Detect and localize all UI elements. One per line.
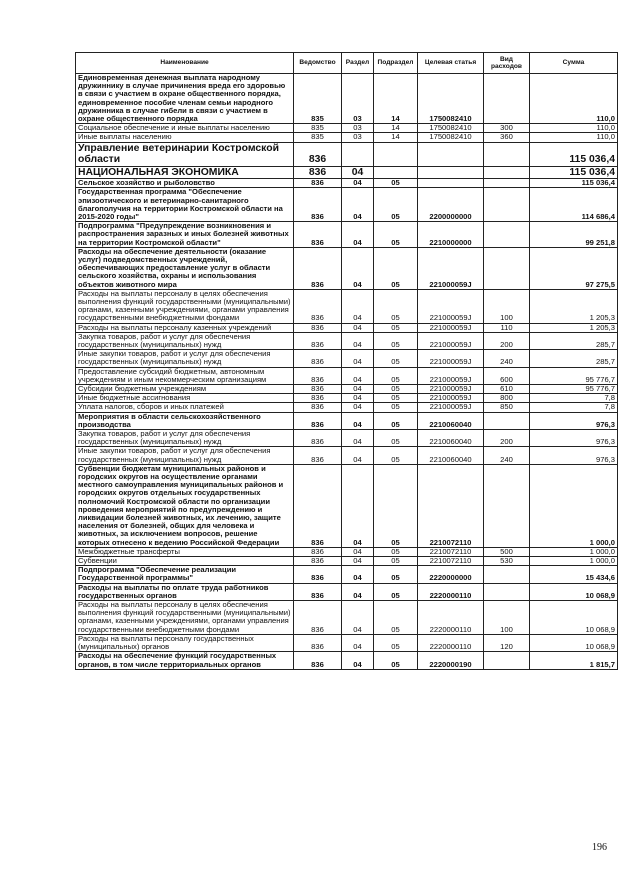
table-row xyxy=(76,430,618,447)
row-vid-rashodov xyxy=(484,74,530,124)
row-name: Иные закупки товаров, работ и услуг для обеспечения государственных (муниципальных) нужд xyxy=(76,447,294,464)
row-celevaya-statya: 2210000000 xyxy=(418,222,484,248)
row-summa: 115 036,4 xyxy=(530,166,618,179)
row-podrazdel: 05 xyxy=(374,447,418,464)
row-vedomstvo: 836 xyxy=(294,179,342,188)
row-celevaya-statya: 2220000110 xyxy=(418,601,484,635)
row-vid-rashodov: 100 xyxy=(484,601,530,635)
row-name: Предоставление субсидий бюджетным, автономным учреждениям и иным некоммерческим организациям xyxy=(76,367,294,384)
row-razdel: 04 xyxy=(342,583,374,600)
row-vid-rashodov xyxy=(484,412,530,429)
row-celevaya-statya: 2220000190 xyxy=(418,652,484,669)
row-podrazdel: 05 xyxy=(374,403,418,412)
row-vid-rashodov: 360 xyxy=(484,133,530,142)
row-podrazdel: 05 xyxy=(374,430,418,447)
row-razdel: 04 xyxy=(342,547,374,556)
row-vid-rashodov: 120 xyxy=(484,634,530,651)
row-summa: 1 000,0 xyxy=(530,557,618,566)
row-celevaya-statya: 2210072110 xyxy=(418,464,484,547)
row-vid-rashodov xyxy=(484,652,530,669)
table-row xyxy=(76,247,618,289)
row-razdel: 04 xyxy=(342,652,374,669)
row-summa: 114 686,4 xyxy=(530,188,618,222)
header-podrazdel: Подраздел xyxy=(374,53,418,74)
table-row xyxy=(76,583,618,600)
row-summa: 285,7 xyxy=(530,350,618,367)
row-name: Государственная программа "Обеспечение эпизоотического и ветеринарно-санитарного благополучия на территории Костромской области на 2015-2020 годы" xyxy=(76,188,294,222)
row-vid-rashodov: 530 xyxy=(484,557,530,566)
row-celevaya-statya: 221000059J xyxy=(418,332,484,349)
row-vedomstvo: 836 xyxy=(294,566,342,583)
row-vedomstvo: 836 xyxy=(294,634,342,651)
row-vedomstvo: 836 xyxy=(294,464,342,547)
row-podrazdel: 05 xyxy=(374,222,418,248)
row-vedomstvo: 836 xyxy=(294,403,342,412)
row-celevaya-statya: 221000059J xyxy=(418,323,484,332)
row-podrazdel: 05 xyxy=(374,412,418,429)
row-celevaya-statya xyxy=(418,142,484,166)
row-vedomstvo: 836 xyxy=(294,247,342,289)
row-vedomstvo: 836 xyxy=(294,583,342,600)
row-name: Субсидии бюджетным учреждениям xyxy=(76,385,294,394)
row-podrazdel: 05 xyxy=(374,179,418,188)
row-summa: 7,8 xyxy=(530,394,618,403)
table-row xyxy=(76,124,618,133)
row-vid-rashodov xyxy=(484,464,530,547)
row-podrazdel: 05 xyxy=(374,583,418,600)
table-row xyxy=(76,289,618,323)
row-summa: 7,8 xyxy=(530,403,618,412)
row-celevaya-statya: 221000059J xyxy=(418,403,484,412)
row-name: Расходы на выплаты персоналу в целях обеспечения выполнения функций государственными (муниципальными) органами, казенными учреждениями, органами управления государственными внебюджетными фондами xyxy=(76,601,294,635)
table-row xyxy=(76,652,618,669)
row-name: Закупка товаров, работ и услуг для обеспечения государственных (муниципальных) нужд xyxy=(76,332,294,349)
row-vedomstvo: 835 xyxy=(294,124,342,133)
row-celevaya-statya: 1750082410 xyxy=(418,74,484,124)
row-name: Подпрограмма "Обеспечение реализации Государственной программы" xyxy=(76,566,294,583)
row-summa: 115 036,4 xyxy=(530,142,618,166)
row-summa: 1 000,0 xyxy=(530,464,618,547)
row-summa: 99 251,8 xyxy=(530,222,618,248)
table-row xyxy=(76,323,618,332)
row-name: Расходы на выплаты персоналу казенных учреждений xyxy=(76,323,294,332)
row-podrazdel xyxy=(374,166,418,179)
row-vid-rashodov xyxy=(484,188,530,222)
row-celevaya-statya: 221000059J xyxy=(418,394,484,403)
row-summa: 15 434,6 xyxy=(530,566,618,583)
row-vedomstvo: 836 xyxy=(294,289,342,323)
row-name: Субвенции бюджетам муниципальных районов и городских округов на осуществление органами местного самоуправления муниципальных районов и городских округов отдельных государственных полномочий Костромской области по организации проведения мероприятий по предупреждению и ликвидации болезней животных, их лечению, защите населения от болезней, общих для человека и животных, за исключением вопросов, решение которых отнесено к ведению Российской Федерации xyxy=(76,464,294,547)
row-summa: 110,0 xyxy=(530,133,618,142)
row-podrazdel: 05 xyxy=(374,247,418,289)
budget-table-sheet xyxy=(75,52,617,670)
row-name: Уплата налогов, сборов и иных платежей xyxy=(76,403,294,412)
row-summa: 110,0 xyxy=(530,124,618,133)
row-podrazdel: 05 xyxy=(374,557,418,566)
header-vedomstvo: Ведомство xyxy=(294,53,342,74)
row-celevaya-statya: 2210072110 xyxy=(418,557,484,566)
row-summa: 95 776,7 xyxy=(530,385,618,394)
table-row xyxy=(76,464,618,547)
row-vedomstvo: 836 xyxy=(294,601,342,635)
row-name: Иные закупки товаров, работ и услуг для обеспечения государственных (муниципальных) нужд xyxy=(76,350,294,367)
row-name: Управление ветеринарии Костромской области xyxy=(76,142,294,166)
row-podrazdel: 05 xyxy=(374,464,418,547)
row-name: Расходы на обеспечение функций государственных органов, в том числе территориальных органов xyxy=(76,652,294,669)
row-vedomstvo: 835 xyxy=(294,133,342,142)
row-vid-rashodov: 110 xyxy=(484,323,530,332)
row-razdel: 04 xyxy=(342,430,374,447)
row-name: Расходы на обеспечение деятельности (оказание услуг) подведомственных учреждений, обеспечивающих предоставление услуг в области сельского хозяйства, охраны и использования объектов животного мира xyxy=(76,247,294,289)
row-name: Подпрограмма "Предупреждение возникновения и распространения заразных и иных болезней животных на территории Костромской области" xyxy=(76,222,294,248)
row-vedomstvo: 836 xyxy=(294,166,342,179)
row-razdel: 04 xyxy=(342,403,374,412)
row-vedomstvo: 836 xyxy=(294,557,342,566)
row-name: Закупка товаров, работ и услуг для обеспечения государственных (муниципальных) нужд xyxy=(76,430,294,447)
row-vedomstvo: 836 xyxy=(294,447,342,464)
row-razdel: 04 xyxy=(342,557,374,566)
table-row xyxy=(76,133,618,142)
row-razdel: 04 xyxy=(342,601,374,635)
row-name: Расходы на выплаты персоналу государственных (муниципальных) органов xyxy=(76,634,294,651)
header-celevaya-statya: Целевая статья xyxy=(418,53,484,74)
row-razdel: 04 xyxy=(342,447,374,464)
row-podrazdel: 14 xyxy=(374,74,418,124)
row-celevaya-statya: 221000059J xyxy=(418,367,484,384)
row-celevaya-statya: 2210060040 xyxy=(418,447,484,464)
table-row xyxy=(76,403,618,412)
row-summa: 115 036,4 xyxy=(530,179,618,188)
row-celevaya-statya: 2200000000 xyxy=(418,188,484,222)
page-number: 196 xyxy=(592,842,607,853)
table-row xyxy=(76,634,618,651)
row-podrazdel: 05 xyxy=(374,332,418,349)
row-vid-rashodov xyxy=(484,179,530,188)
table-row xyxy=(76,367,618,384)
row-podrazdel: 05 xyxy=(374,547,418,556)
row-vid-rashodov: 100 xyxy=(484,289,530,323)
row-vid-rashodov xyxy=(484,566,530,583)
row-vid-rashodov xyxy=(484,583,530,600)
row-podrazdel: 14 xyxy=(374,133,418,142)
budget-table xyxy=(75,52,618,670)
row-podrazdel: 05 xyxy=(374,323,418,332)
table-row xyxy=(76,188,618,222)
row-razdel: 04 xyxy=(342,332,374,349)
row-razdel: 04 xyxy=(342,188,374,222)
row-celevaya-statya: 221000059J xyxy=(418,247,484,289)
row-name: Расходы на выплаты персоналу в целях обеспечения выполнения функций государственными (муниципальными) органами, казенными учреждениями, органами управления государственными внебюджетными фондами xyxy=(76,289,294,323)
row-vedomstvo: 836 xyxy=(294,222,342,248)
row-name: Расходы на выплаты по оплате труда работников государственных органов xyxy=(76,583,294,600)
table-row xyxy=(76,385,618,394)
table-row xyxy=(76,166,618,179)
table-row xyxy=(76,412,618,429)
table-row xyxy=(76,447,618,464)
row-vedomstvo: 836 xyxy=(294,332,342,349)
row-razdel xyxy=(342,142,374,166)
row-celevaya-statya: 1750082410 xyxy=(418,124,484,133)
row-vedomstvo: 835 xyxy=(294,74,342,124)
table-row xyxy=(76,394,618,403)
row-razdel: 04 xyxy=(342,394,374,403)
row-celevaya-statya: 1750082410 xyxy=(418,133,484,142)
row-celevaya-statya: 2220000110 xyxy=(418,634,484,651)
row-vid-rashodov: 500 xyxy=(484,547,530,556)
row-razdel: 04 xyxy=(342,412,374,429)
row-vedomstvo: 836 xyxy=(294,394,342,403)
row-name: Иные выплаты населению xyxy=(76,133,294,142)
header-name: Наименование xyxy=(76,53,294,74)
row-vid-rashodov xyxy=(484,166,530,179)
row-razdel: 04 xyxy=(342,222,374,248)
row-razdel: 04 xyxy=(342,566,374,583)
row-razdel: 03 xyxy=(342,74,374,124)
header-summa: Сумма xyxy=(530,53,618,74)
row-vid-rashodov: 240 xyxy=(484,447,530,464)
table-row xyxy=(76,350,618,367)
row-podrazdel: 14 xyxy=(374,124,418,133)
table-body xyxy=(76,74,618,670)
header-razdel: Раздел xyxy=(342,53,374,74)
row-vedomstvo: 836 xyxy=(294,188,342,222)
row-podrazdel: 05 xyxy=(374,652,418,669)
table-row xyxy=(76,601,618,635)
row-razdel: 04 xyxy=(342,179,374,188)
row-name: Единовременная денежная выплата народному дружиннику в случае причинения вреда его здоровью в связи с участием в охране общественного порядка, единовременное пособие членам семьи народного дружинника в случае гибели в связи с участием в охране общественного порядка xyxy=(76,74,294,124)
row-celevaya-statya xyxy=(418,166,484,179)
row-celevaya-statya: 2220000110 xyxy=(418,583,484,600)
row-celevaya-statya: 221000059J xyxy=(418,350,484,367)
row-summa: 1 000,0 xyxy=(530,547,618,556)
row-summa: 10 068,9 xyxy=(530,634,618,651)
row-celevaya-statya: 2210072110 xyxy=(418,547,484,556)
row-name: НАЦИОНАЛЬНАЯ ЭКОНОМИКА xyxy=(76,166,294,179)
row-celevaya-statya xyxy=(418,179,484,188)
row-podrazdel: 05 xyxy=(374,601,418,635)
row-podrazdel: 05 xyxy=(374,350,418,367)
row-summa: 1 205,3 xyxy=(530,289,618,323)
table-row xyxy=(76,142,618,166)
row-vedomstvo: 836 xyxy=(294,350,342,367)
row-podrazdel: 05 xyxy=(374,367,418,384)
header-vid-rashodov: Вид расходов xyxy=(484,53,530,74)
row-razdel: 04 xyxy=(342,385,374,394)
row-summa: 1 815,7 xyxy=(530,652,618,669)
row-vedomstvo: 836 xyxy=(294,367,342,384)
row-razdel: 04 xyxy=(342,464,374,547)
row-razdel: 04 xyxy=(342,367,374,384)
table-row xyxy=(76,557,618,566)
row-summa: 95 776,7 xyxy=(530,367,618,384)
row-razdel: 04 xyxy=(342,166,374,179)
table-row xyxy=(76,332,618,349)
row-celevaya-statya: 2210060040 xyxy=(418,430,484,447)
row-vid-rashodov: 240 xyxy=(484,350,530,367)
row-podrazdel: 05 xyxy=(374,289,418,323)
row-name: Социальное обеспечение и иные выплаты населению xyxy=(76,124,294,133)
row-name: Мероприятия в области сельскохозяйственного производства xyxy=(76,412,294,429)
row-summa: 97 275,5 xyxy=(530,247,618,289)
row-summa: 976,3 xyxy=(530,412,618,429)
row-name: Межбюджетные трансферты xyxy=(76,547,294,556)
row-podrazdel: 05 xyxy=(374,385,418,394)
row-celevaya-statya: 2210060040 xyxy=(418,412,484,429)
row-name: Субвенции xyxy=(76,557,294,566)
row-vid-rashodov xyxy=(484,222,530,248)
row-celevaya-statya: 221000059J xyxy=(418,289,484,323)
row-vid-rashodov xyxy=(484,247,530,289)
row-vedomstvo: 836 xyxy=(294,142,342,166)
row-summa: 110,0 xyxy=(530,74,618,124)
row-razdel: 04 xyxy=(342,323,374,332)
row-razdel: 04 xyxy=(342,289,374,323)
row-podrazdel xyxy=(374,142,418,166)
row-vedomstvo: 836 xyxy=(294,412,342,429)
row-razdel: 04 xyxy=(342,350,374,367)
table-row xyxy=(76,566,618,583)
row-summa: 285,7 xyxy=(530,332,618,349)
table-row xyxy=(76,74,618,124)
row-podrazdel: 05 xyxy=(374,566,418,583)
row-podrazdel: 05 xyxy=(374,394,418,403)
row-summa: 1 205,3 xyxy=(530,323,618,332)
row-celevaya-statya: 221000059J xyxy=(418,385,484,394)
row-vid-rashodov: 800 xyxy=(484,394,530,403)
row-celevaya-statya: 2220000000 xyxy=(418,566,484,583)
row-summa: 976,3 xyxy=(530,430,618,447)
row-razdel: 03 xyxy=(342,124,374,133)
row-vid-rashodov: 200 xyxy=(484,430,530,447)
row-vedomstvo: 836 xyxy=(294,323,342,332)
row-vedomstvo: 836 xyxy=(294,385,342,394)
row-vid-rashodov: 610 xyxy=(484,385,530,394)
row-vedomstvo: 836 xyxy=(294,430,342,447)
row-name: Сельское хозяйство и рыболовство xyxy=(76,179,294,188)
row-vid-rashodov: 850 xyxy=(484,403,530,412)
row-podrazdel: 05 xyxy=(374,634,418,651)
row-razdel: 04 xyxy=(342,634,374,651)
row-vid-rashodov: 600 xyxy=(484,367,530,384)
row-vid-rashodov xyxy=(484,142,530,166)
row-summa: 976,3 xyxy=(530,447,618,464)
table-row xyxy=(76,222,618,248)
table-row xyxy=(76,547,618,556)
row-summa: 10 068,9 xyxy=(530,583,618,600)
row-razdel: 04 xyxy=(342,247,374,289)
row-summa: 10 068,9 xyxy=(530,601,618,635)
row-name: Иные бюджетные ассигнования xyxy=(76,394,294,403)
row-razdel: 03 xyxy=(342,133,374,142)
row-vedomstvo: 836 xyxy=(294,547,342,556)
row-vid-rashodov: 200 xyxy=(484,332,530,349)
row-podrazdel: 05 xyxy=(374,188,418,222)
table-row xyxy=(76,179,618,188)
row-vedomstvo: 836 xyxy=(294,652,342,669)
row-vid-rashodov: 300 xyxy=(484,124,530,133)
table-header-row xyxy=(76,53,618,74)
